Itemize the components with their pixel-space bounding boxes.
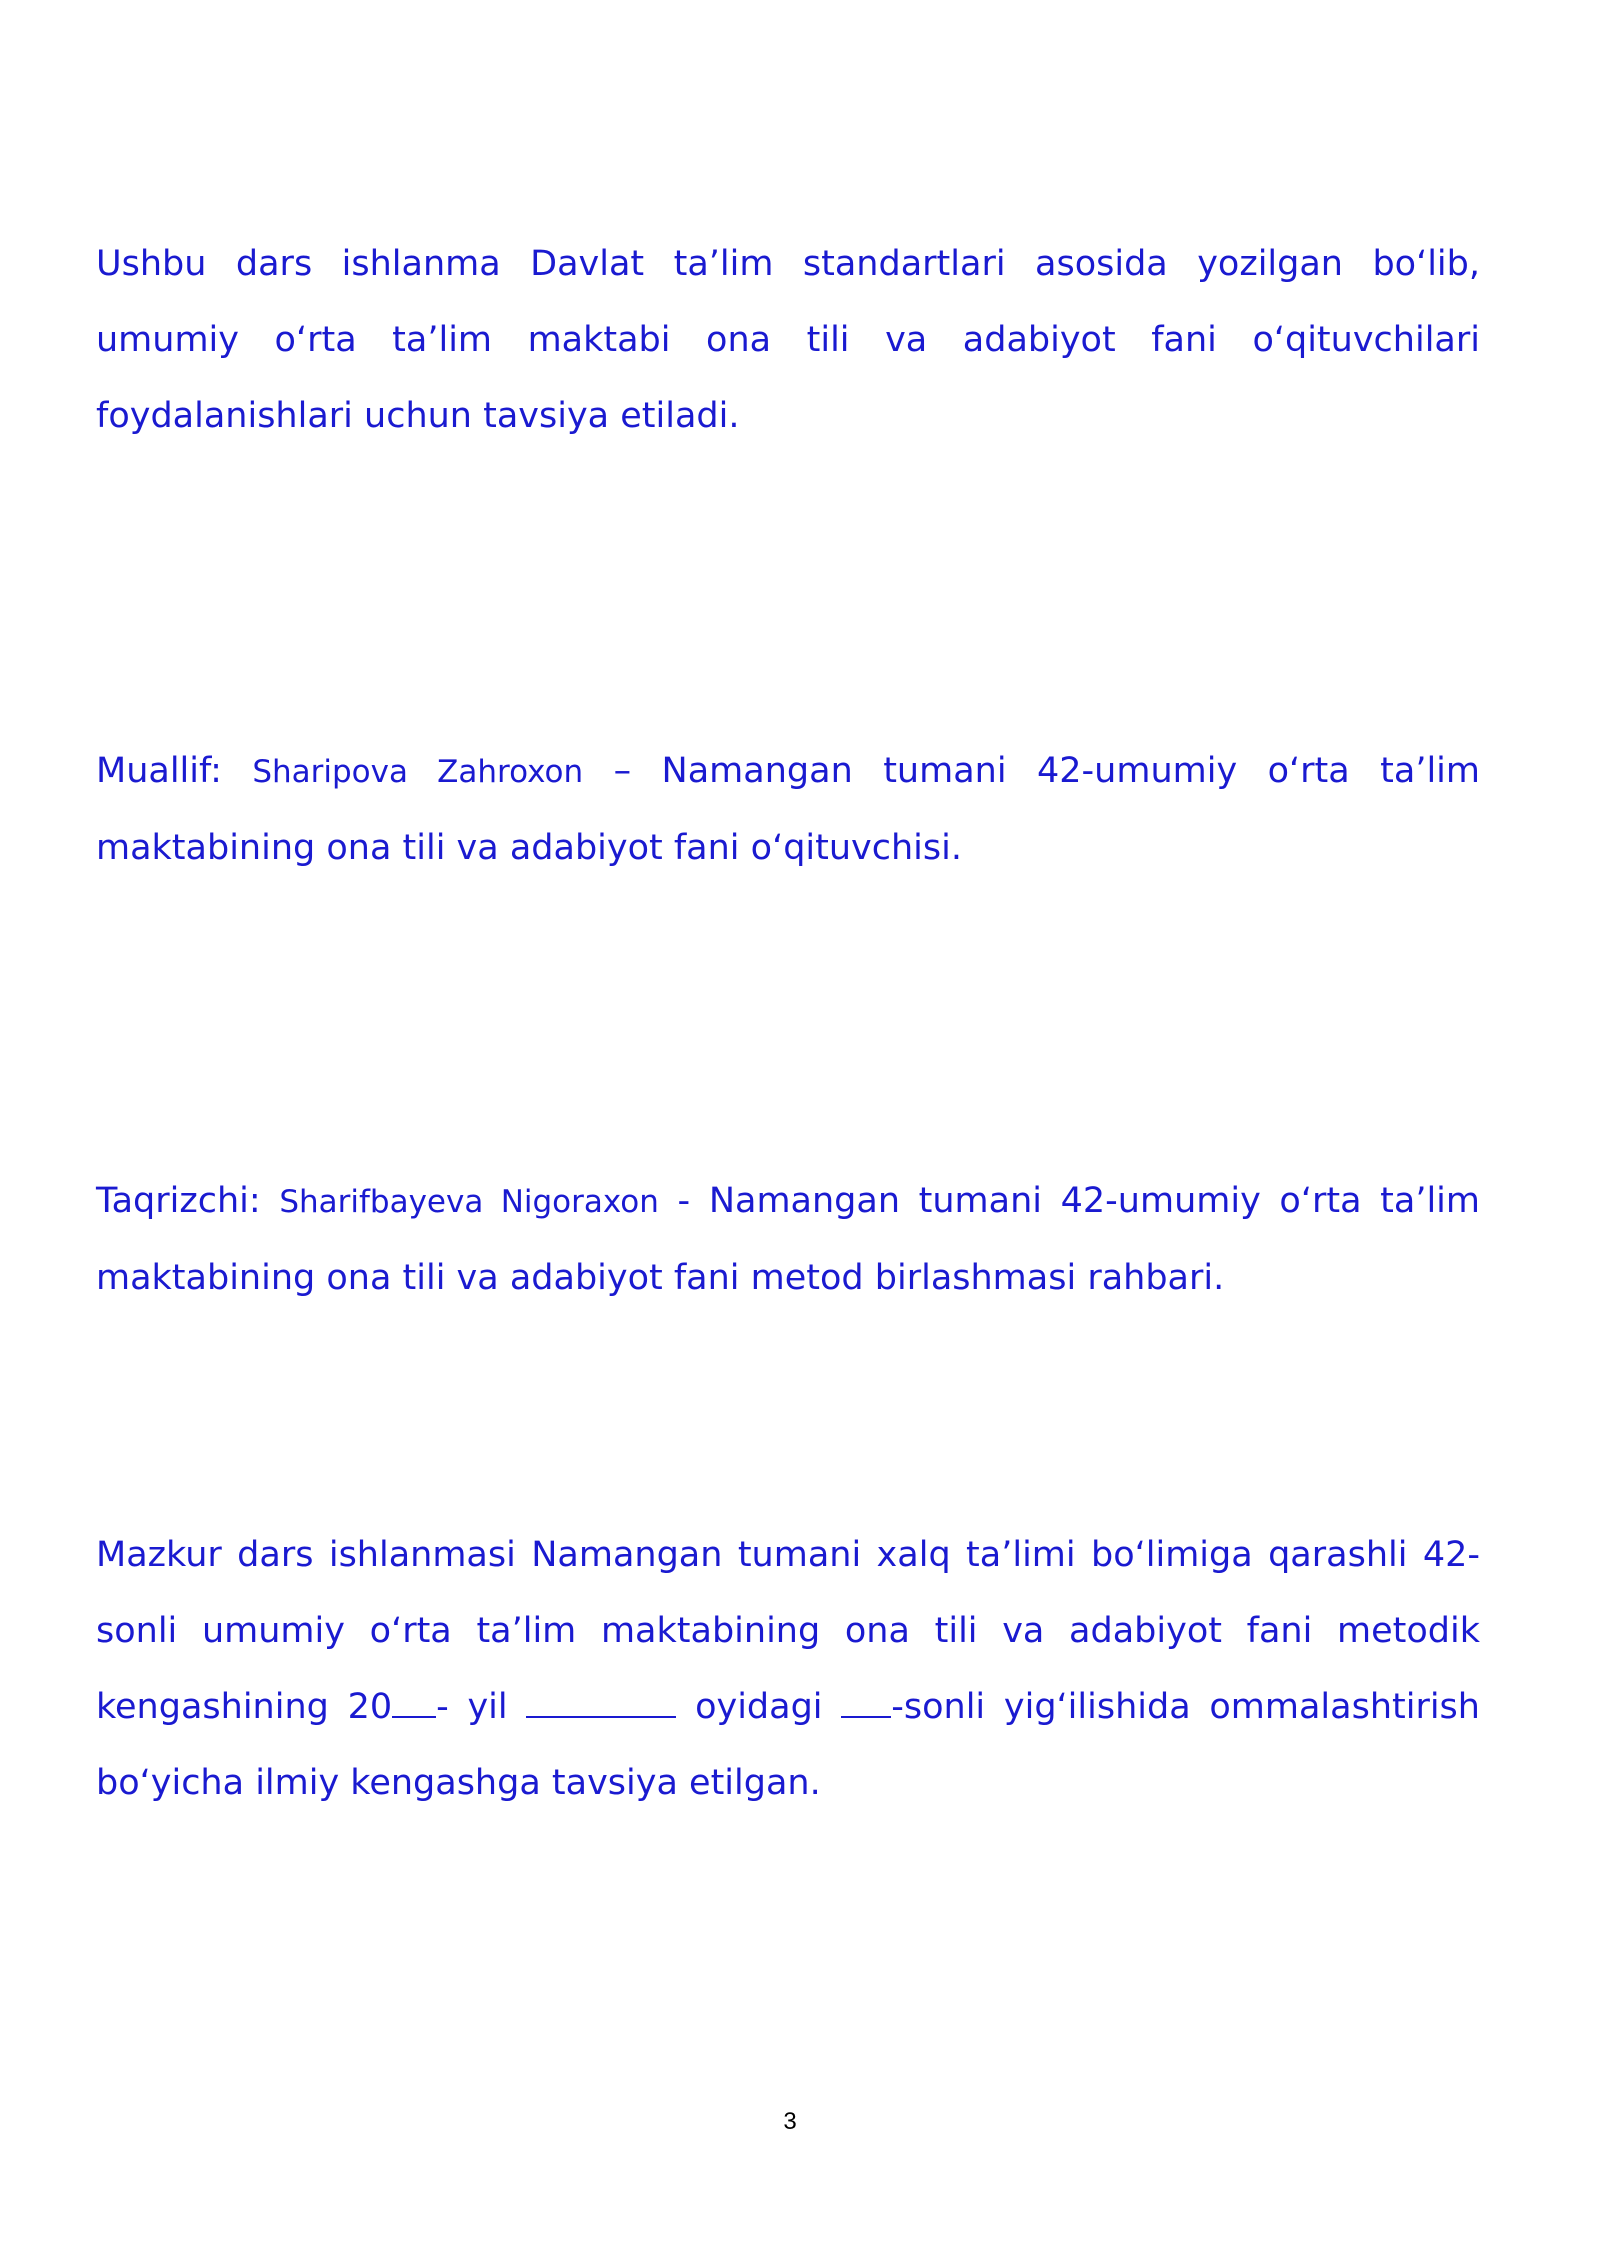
- approval-text-start: Mazkur dars ishlanmasi Namangan tumani xalq ta’limi bo‘limiga qarashli 42-sonli umumiy o‘rta ta’lim maktabining ona tili va adabiyot fani metodik kengashining 20: [96, 1535, 1480, 1727]
- author-label: Muallif:: [96, 751, 253, 791]
- author-paragraph: [96, 733, 1480, 886]
- reviewer-paragraph: [96, 1163, 1480, 1316]
- reviewer-name: Sharifbayeva Nigoraxon: [279, 1184, 659, 1220]
- approval-paragraph: [96, 1517, 1480, 1821]
- meeting-number-blank: [841, 1686, 891, 1718]
- intro-text: Ushbu dars ishlanma Davlat ta’lim standartlari asosida yozilgan bo‘lib, umumiy o‘rta ta’lim maktabi ona tili va adabiyot fani o‘qituvchilari foydalanishlari uchun tavsiya etiladi.: [96, 244, 1480, 436]
- approval-text-year: - yil: [436, 1687, 527, 1727]
- approval-text-end: -sonli yig‘ilishida ommalashtirish bo‘yicha ilmiy kengashga tavsiya etilgan.: [96, 1687, 1480, 1803]
- author-description: Namangan tumani 42-umumiy o‘rta ta’lim maktabining ona tili va adabiyot fani o‘qituvchisi.: [96, 751, 1480, 868]
- month-blank: [526, 1686, 676, 1718]
- approval-text-month: oyidagi: [676, 1687, 842, 1727]
- year-blank: [392, 1686, 436, 1718]
- page-number: 3: [783, 2108, 797, 2135]
- author-separator: –: [583, 751, 662, 791]
- reviewer-label: Taqrizchi:: [96, 1181, 280, 1221]
- author-name: Sharipova Zahroxon: [252, 754, 584, 790]
- reviewer-separator: -: [658, 1181, 709, 1221]
- reviewer-description: Namangan tumani 42-umumiy o‘rta ta’lim maktabining ona tili va adabiyot fani metod birlashmasi rahbari.: [96, 1181, 1480, 1298]
- intro-paragraph: [96, 226, 1480, 454]
